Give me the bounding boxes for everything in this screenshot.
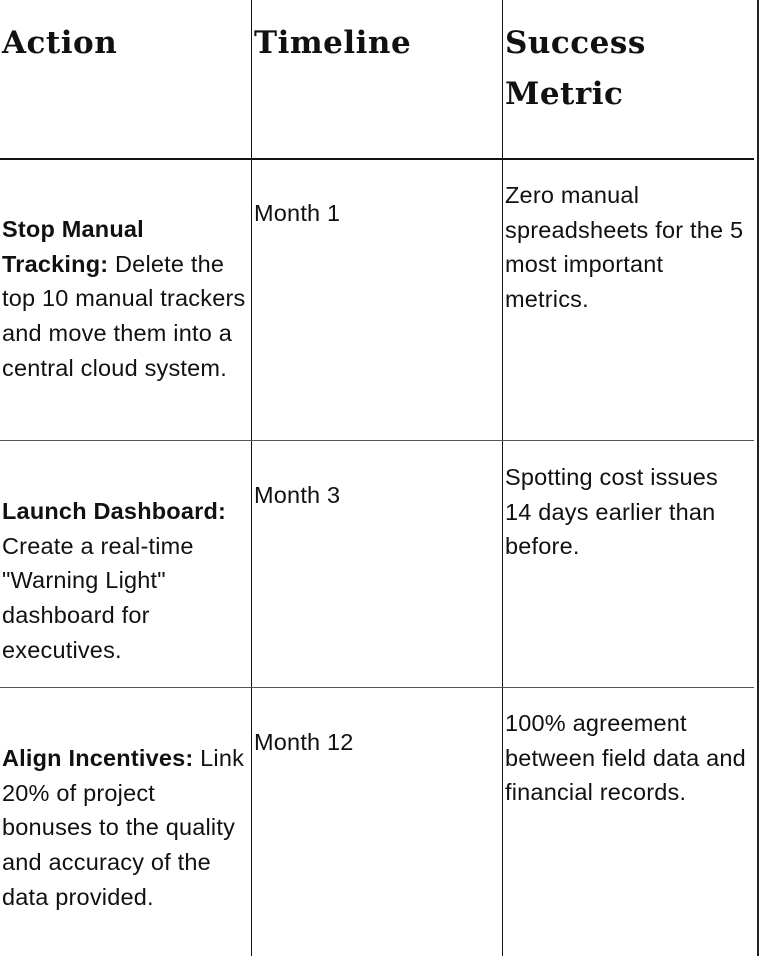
- header-metric-line2: Metric: [505, 76, 624, 112]
- row-3-action-body: Link 20% of project bonuses to the quality and accuracy of the data provided.: [2, 745, 245, 910]
- table-row-2-metric: [503, 460, 755, 564]
- table-row-3-metric: [503, 706, 755, 810]
- row-2-metric: Spotting cost issues 14 days earlier than before.: [505, 464, 718, 560]
- header-action: [0, 18, 250, 69]
- row-divider-2: [0, 687, 754, 688]
- row-1-action-body: Delete the top 10 manual trackers and move them into a central cloud system.: [2, 250, 246, 381]
- table-row-1-metric: [503, 178, 755, 317]
- header-divider: [0, 158, 754, 160]
- row-2-action-title: Launch Dashboard:: [2, 498, 227, 524]
- row-3-timeline: Month 12: [254, 729, 354, 755]
- row-1-metric: Zero manual spreadsheets for the 5 most important metrics.: [505, 182, 744, 313]
- table-row-1-action: [0, 212, 250, 386]
- table-row-1-timeline: [252, 196, 502, 231]
- header-metric-line1: Success: [505, 25, 646, 61]
- table-row-3-action: [0, 741, 250, 915]
- header-success-metric: [503, 18, 755, 120]
- row-1-action-title: Stop Manual Tracking:: [2, 216, 144, 277]
- header-timeline-label: Timeline: [254, 25, 412, 61]
- header-timeline: [252, 18, 502, 69]
- row-1-timeline: Month 1: [254, 200, 341, 226]
- table-row-3-timeline: [252, 725, 502, 760]
- table-row-2-action: [0, 494, 250, 668]
- row-2-timeline: Month 3: [254, 482, 341, 508]
- row-divider-1: [0, 440, 754, 441]
- header-action-label: Action: [2, 25, 118, 61]
- table-row-2-timeline: [252, 478, 502, 513]
- table-right-border: [757, 0, 759, 956]
- row-3-action-title: Align Incentives:: [2, 745, 194, 771]
- row-3-metric: 100% agreement between field data and financial records.: [505, 710, 746, 806]
- row-2-action-body: Create a real-time "Warning Light" dashboard for executives.: [2, 532, 194, 663]
